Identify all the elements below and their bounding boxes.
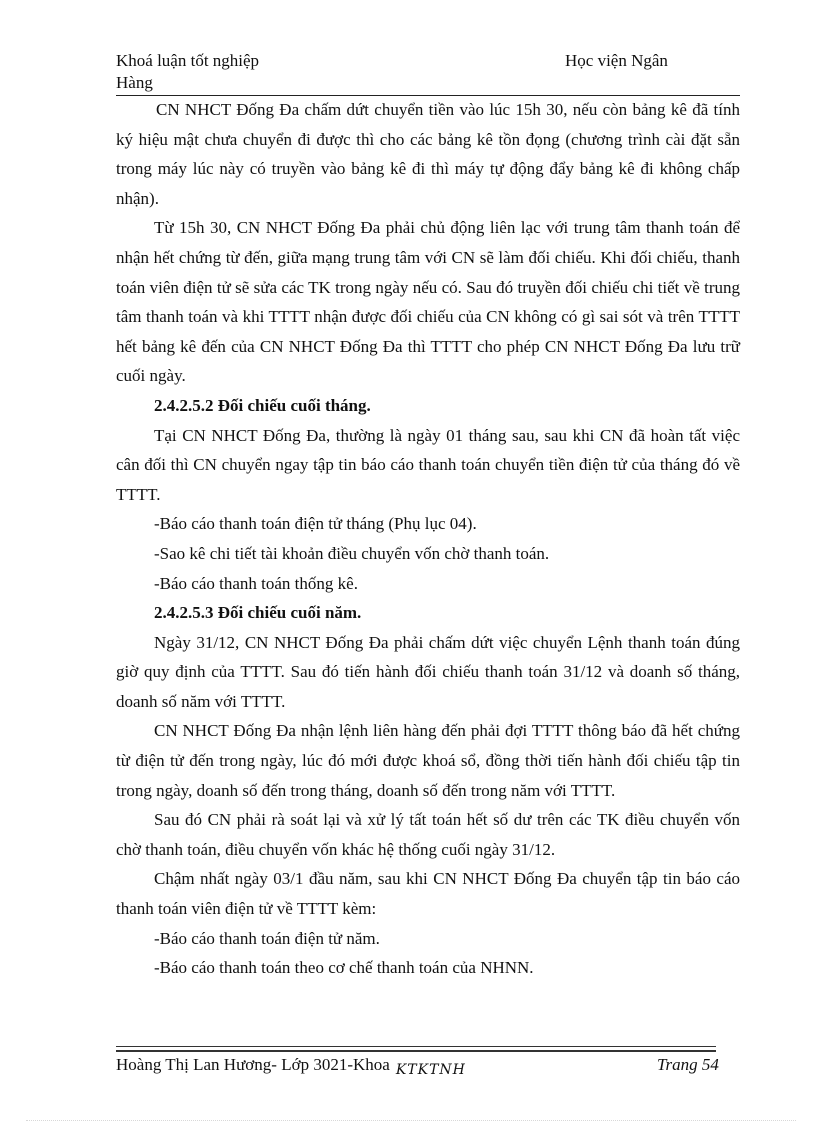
list-item: -Báo cáo thanh toán thống kê. [154,573,358,593]
footer-divider-thin [116,1046,716,1047]
footer-faculty-stylized: KTKTNH [395,1062,466,1078]
paragraph: Từ 15h 30, CN NHCT Đống Đa phải chủ động liên lạc với trung tâm thanh toán để nhận hết chứng từ đến, giữa mạng trung tâm với CN sẽ làm đối chiếu. Khi đối chiếu, thanh toán viên điện tử sẽ sửa các TK trong ngày nếu có. Sau đó truyền đối chiếu chi tiết về trung tâm thanh toán và khi TTTT nhận được đối chiếu của CN không có gì sai sót và trên TTTT hết bảng kê đến của CN NHCT Đống Đa thì TTTT cho phép CN NHCT Đống Đa lưu trữ cuối ngày. [116,218,740,386]
header-thesis-title: Khoá luận tốt nghiệp [116,51,260,70]
paragraph: Chậm nhất ngày 03/1 đầu năm, sau khi CN NHCT Đống Đa chuyển tập tin báo cáo thanh toán viên điện tử về TTTT kèm: [116,869,740,919]
paragraph: Ngày 31/12, CN NHCT Đống Đa phải chấm dứt việc chuyển Lệnh thanh toán đúng giờ quy định của TTTT. Sau đó tiến hành đối chiếu thanh toán 31/12 và doanh số tháng, doanh số năm với TTTT. [116,632,740,711]
page-number: Trang 54 [657,1055,719,1074]
header-institution: Học viện Ngân [565,51,668,70]
header-wrap-text: Hàng [116,73,153,92]
paragraph: Sau đó CN phải rà soát lại và xử lý tất toán hết số dư trên các TK điều chuyển vốn chờ thanh toán, điều chuyển vốn khác hệ thống cuối ngày 31/12. [116,810,740,859]
list-item: -Sao kê chi tiết tài khoản điều chuyển vốn chờ thanh toán. [154,543,550,563]
section-heading: 2.4.2.5.2 Đối chiếu cuối tháng. [154,395,371,415]
list-item: -Báo cáo thanh toán điện tử tháng (Phụ lục 04). [154,514,477,534]
list-item: -Báo cáo thanh toán điện tử năm. [154,928,380,948]
section-heading: 2.4.2.5.3 Đối chiếu cuối năm. [154,603,362,623]
document-body [116,95,740,983]
footer-author [116,1054,466,1077]
page-bottom-edge [26,1120,796,1121]
footer-author-text: Hoàng Thị Lan Hương- Lớp 3021-Khoa [116,1055,390,1074]
list-item: -Báo cáo thanh toán theo cơ chế thanh toán của NHNN. [154,958,534,978]
paragraph: Tại CN NHCT Đống Đa, thường là ngày 01 tháng sau, sau khi CN đã hoàn tất việc cân đối thì CN chuyển ngay tập tin báo cáo thanh toán chuyển tiền điện tử của tháng đó về TTTT. [116,425,740,504]
paragraph: CN NHCT Đống Đa nhận lệnh liên hàng đến phải đợi TTTT thông báo đã hết chứng từ điện tử đến trong ngày, lúc đó mới được khoá sổ, đồng thời tiến hành đối chiếu tập tin trong ngày, doanh số đến trong tháng, doanh số đến trong năm với TTTT. [116,721,740,800]
footer-divider-thick [116,1050,716,1052]
paragraph: CN NHCT Đống Đa chấm dứt chuyển tiền vào lúc 15h 30, nếu còn bảng kê đã tính ký hiệu mật chưa chuyển đi được thì cho các bảng kê tồn đọng (chương trình cài đặt sẵn trong máy lúc này có truyền vào bảng kê đi thì máy tự động đẩy bảng kê đi không chấp nhận). [116,100,740,208]
header-left [116,50,416,94]
